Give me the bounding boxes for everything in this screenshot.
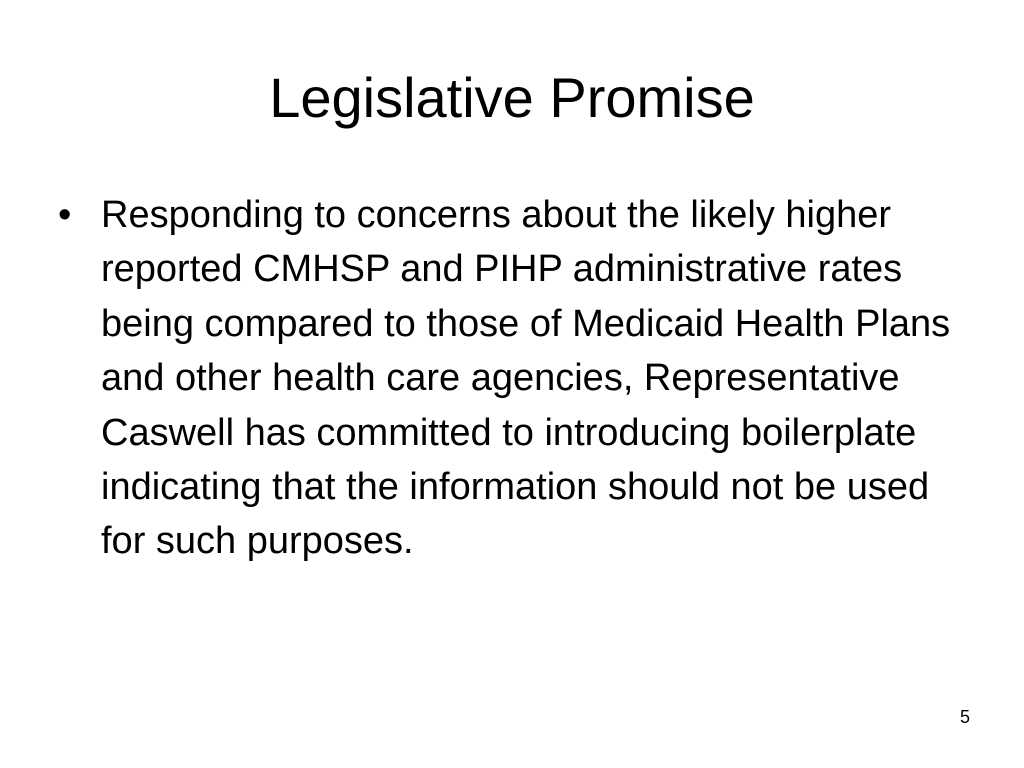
bullet-list bbox=[58, 188, 958, 569]
bullet-item bbox=[58, 188, 958, 569]
bullet-marker: • bbox=[58, 194, 72, 236]
slide-title: Legislative Promise bbox=[269, 66, 755, 129]
bullet-text: Responding to concerns about the likely higher reported CMHSP and PIHP administrative rates being compared to those of Medicaid Health Plans and other health care agencies, Representative Caswell has committed to introducing boilerplate indicating that the information should not be used for such purposes. bbox=[101, 194, 951, 563]
slide-number: 5 bbox=[959, 707, 970, 727]
